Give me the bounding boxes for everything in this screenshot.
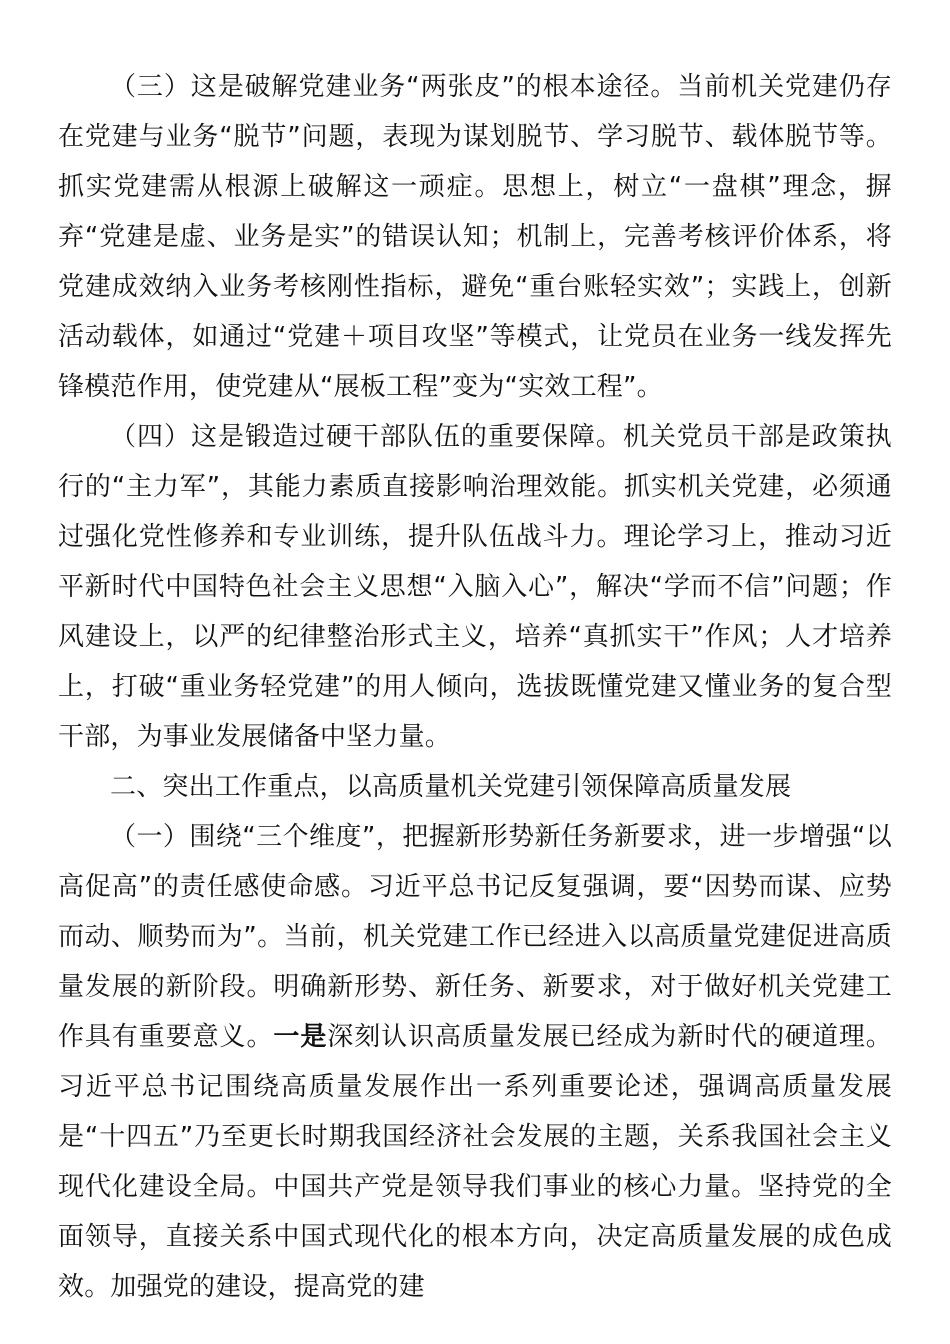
section-heading: 二、突出工作重点，以高质量机关党建引领保障高质量发展 xyxy=(110,772,792,802)
paragraph-section-four: （四）这是锻造过硬干部队伍的重要保障。机关党员干部是政策执行的“主力军”，其能力素质直接影响治理效能。抓实机关党建，必须通过强化党性修养和专业训练，提升队伍战斗力。理论学习上，推动习近平新时代中国特色社会主义思想“入脑入心”，解决“学而不信”问题；作风建设上，以严的纪律整治形式主义，培养“真抓实干”作风；人才培养上，打破“重业务轻党建”的用人倾向，选拔既懂党建又懂业务的复合型干部，为事业发展储备中坚力量。 xyxy=(58,422,892,752)
document-page xyxy=(58,62,892,1312)
bold-marker: 一是 xyxy=(273,1022,328,1052)
paragraph-text-part2: 深刻认识高质量发展已经成为新时代的硬道理。习近平总书记围绕高质量发展作出一系列重要论述，强调高质量发展是“十四五”乃至更长时期我国经济社会发展的主题，关系我国社会主义现代化建设全局。中国共产党是领导我们事业的核心力量。坚持党的全面领导，直接关系中国式现代化的根本方向，决定高质量发展的成色成效。加强党的建设，提高党的建 xyxy=(58,1022,893,1302)
paragraph-text-part1: （一）围绕“三个维度”，把握新形势新任务新要求，进一步增强“以高促高”的责任感使命感。习近平总书记反复强调，要“因势而谋、应势而动、顺势而为”。当前，机关党建工作已经进入以高质量党建促进高质量发展的新阶段。明确新形势、新任务、新要求，对于做好机关党建工作具有重要意义。 xyxy=(58,822,892,1052)
paragraph-section-three: （三）这是破解党建业务“两张皮”的根本途径。当前机关党建仍存在党建与业务“脱节”问题，表现为谋划脱节、学习脱节、载体脱节等。抓实党建需从根源上破解这一顽症。思想上，树立“一盘棋”理念，摒弃“党建是虚、业务是实”的错误认知；机制上，完善考核评价体系，将党建成效纳入业务考核刚性指标，避免“重台账轻实效”；实践上，创新活动载体，如通过“党建＋项目攻坚”等模式，让党员在业务一线发挥先锋模范作用，使党建从“展板工程”变为“实效工程”。 xyxy=(58,72,892,402)
paragraph-subsection-one xyxy=(58,812,892,1312)
